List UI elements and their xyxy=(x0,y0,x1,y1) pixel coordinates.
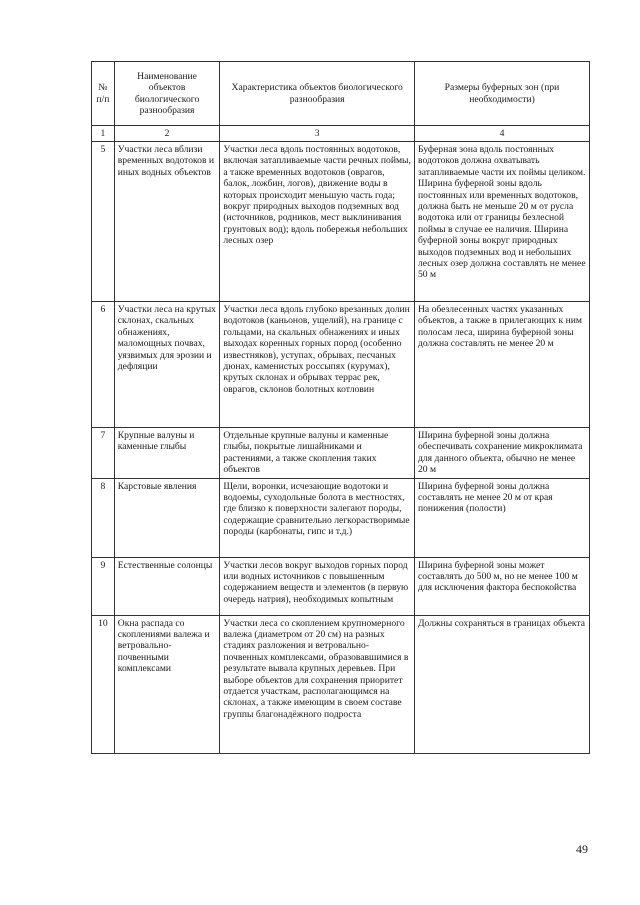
row-number: 6 xyxy=(92,302,115,428)
page-number: 49 xyxy=(576,842,588,856)
object-name: Окна распада со скоплениями валежа и ветровально-почвенными комплексами xyxy=(114,615,220,753)
column-number-row xyxy=(92,126,590,142)
object-description: Отдельные крупные валуны и каменные глыбы, покрытые лишайниками и растениями, а также скопления таких объектов xyxy=(220,428,415,479)
header-object-name: Наименование объектов биологического разнообразия xyxy=(114,62,220,126)
object-description: Участки леса вдоль глубоко врезанных долин водотоков (каньонов, ущелий), на границе с гольцами, на скальных обнажениях и иных выходах коренных горных пород (особенно известняков), уступах, обрывах, песчаных дюнах, каменистых россыпях (курумах), крутых склонах и обрывах террас рек, оврагов, склонов болотных котловин xyxy=(220,302,415,428)
column-number: 4 xyxy=(415,126,590,142)
object-description: Участки леса вдоль постоянных водотоков, включая затапливаемые части речных поймы, а также временных водотоков (оврагов, балок, ложбин, логов), движение воды в которых происходит меньшую часть года; вокруг природных выходов подземных вод (источников, родников, мест выклинивания грунтовых вод); вдоль побережья небольших лесных озер xyxy=(220,142,415,302)
buffer-zone: Должны сохраняться в границах объекта xyxy=(415,615,590,753)
table-row xyxy=(92,142,590,302)
buffer-zone: Ширина буферной зоны должна составлять не менее 20 м от края понижения (полости) xyxy=(415,478,590,557)
column-number: 3 xyxy=(220,126,415,142)
table-row xyxy=(92,428,590,479)
table-row xyxy=(92,557,590,615)
object-name: Участки леса вблизи временных водотоков и иных водных объектов xyxy=(114,142,220,302)
table-row xyxy=(92,615,590,753)
buffer-zone: На обезлесенных частях указанных объектов, а также в прилегающих к ним полосам леса, ширина буферной зоны должна составлять не менее 20 м xyxy=(415,302,590,428)
column-number: 2 xyxy=(114,126,220,142)
header-number: № п/п xyxy=(92,62,115,126)
row-number: 7 xyxy=(92,428,115,479)
buffer-zone: Ширина буферной зоны может составлять до 500 м, но не менее 100 м для исключения фактора беспокойства xyxy=(415,557,590,615)
object-name: Крупные валуны и каменные глыбы xyxy=(114,428,220,479)
column-number: 1 xyxy=(92,126,115,142)
object-name: Естественные солонцы xyxy=(114,557,220,615)
header-buffer-size: Размеры буферных зон (при необходимости) xyxy=(415,62,590,126)
biodiversity-table xyxy=(91,61,590,754)
row-number: 5 xyxy=(92,142,115,302)
buffer-zone: Буферная зона вдоль постоянных водотоков должна охватывать затапливаемые части их поймы целиком. Ширина буферной зоны вдоль постоянных или временных водотоков, должна быть не меньше 20 м от русла водотока или от границы безлесной поймы в случае ее наличия. Ширина буферной зоны вокруг природных выходов подземных вод и небольших лесных озер должна составлять не менее 50 м xyxy=(415,142,590,302)
object-description: Щели, воронки, исчезающие водотоки и водоемы, суходольные болота в местностях, где близко к поверхности залегают породы, содержащие сравнительно легкорастворимые породы (карбонаты, гипс и т.д.) xyxy=(220,478,415,557)
header-row xyxy=(92,62,590,126)
object-description: Участки лесов вокруг выходов горных пород или водных источников с повышенным содержанием веществ и элементов (в первую очередь натрия), необходимых копытным xyxy=(220,557,415,615)
object-name: Участки леса на крутых склонах, скальных обнажениях, маломощных почвах, уязвимых для эрозии и дефляции xyxy=(114,302,220,428)
table-row xyxy=(92,302,590,428)
header-characteristic: Характеристика объектов биологического разнообразия xyxy=(220,62,415,126)
object-name: Карстовые явления xyxy=(114,478,220,557)
table-row xyxy=(92,478,590,557)
row-number: 10 xyxy=(92,615,115,753)
buffer-zone: Ширина буферной зоны должна обеспечивать сохранение микроклимата для данного объекта, обычно не менее 20 м xyxy=(415,428,590,479)
object-description: Участки леса со скоплением крупномерного валежа (диаметром от 20 см) на разных стадиях разложения и ветровально-почвенных комплексами, образовавшимися в результате вывала крупных деревьев. При выборе объектов для сохранения приоритет отдается участкам, располагающимся на склонах, а также имеющим в своем составе группы благонадёжного подроста xyxy=(220,615,415,753)
row-number: 8 xyxy=(92,478,115,557)
row-number: 9 xyxy=(92,557,115,615)
